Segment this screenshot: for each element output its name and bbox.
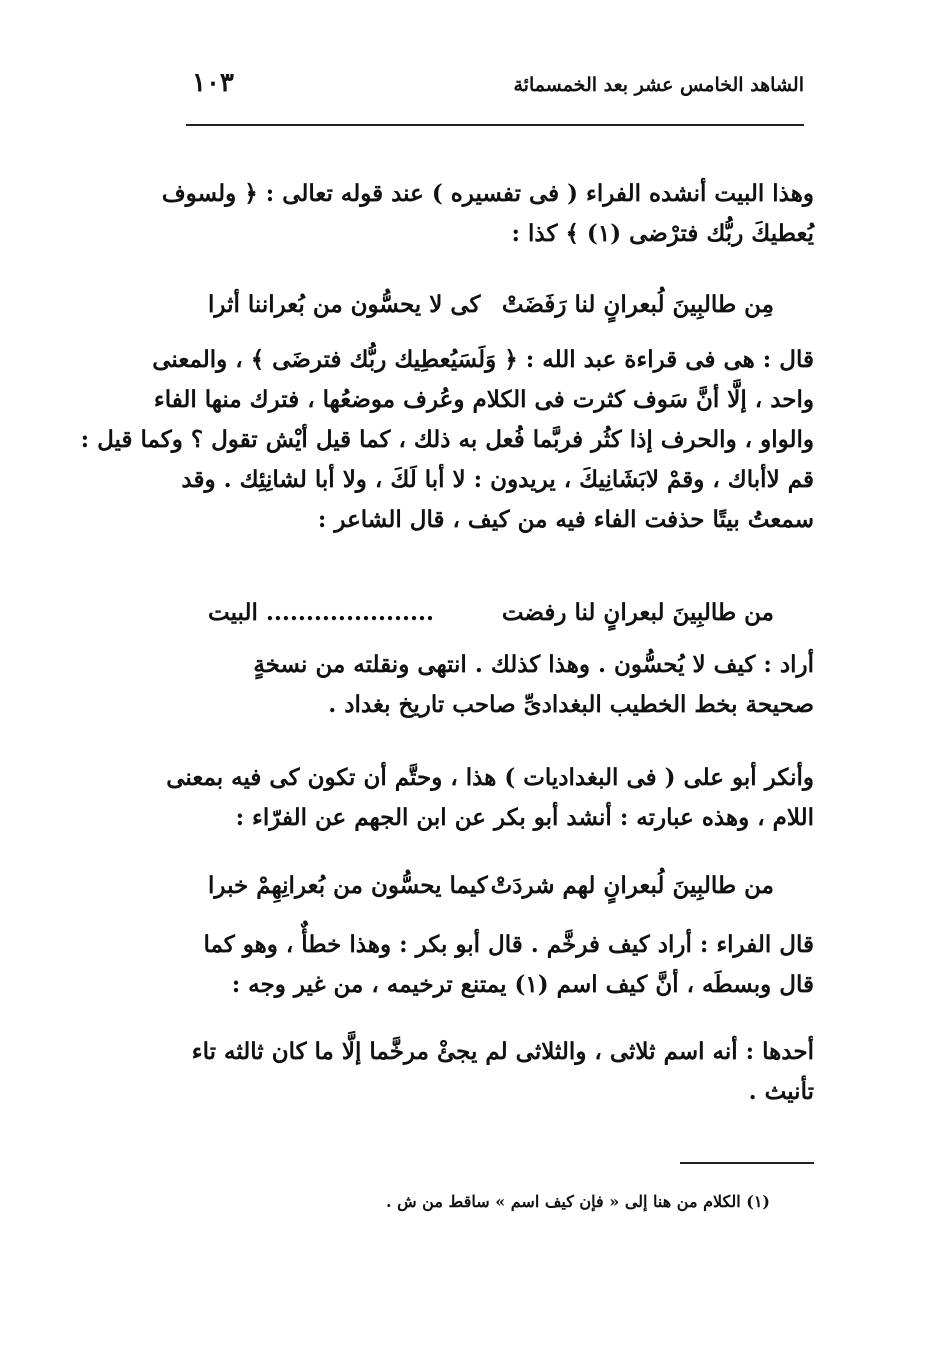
header-rule xyxy=(186,124,804,126)
text-line: أراد : كيف لا يُحسُّون . وهذا كذلك . انتهى ونقلته من نسخةٍ xyxy=(253,651,814,678)
footnote-rule xyxy=(680,1162,814,1164)
verse-first-hemistich: من طالبِينَ لُبعرانٍ لهم شردَتْ xyxy=(490,872,774,899)
verse-1 xyxy=(178,285,814,325)
paragraph-3 xyxy=(178,645,814,725)
paragraph-4 xyxy=(166,758,814,838)
text-line: اللام ، وهذه عبارته : أنشد أبو بكر عن ابن الجهم عن الفرّاء : xyxy=(235,804,814,831)
text-line: يُعطيكَ ربُّك فترْضى (١) ﴾ كذا : xyxy=(511,220,814,247)
text-line: قال الفراء : أراد كيف فرخَّم . قال أبو بكر : وهذا خطأٌ ، وهو كما xyxy=(203,931,814,958)
text-line: والواو ، والحرف إذا كثُر فربَّما فُعل به ذلك ، كما قيل أيْش تقول ؟ وكما قيل : xyxy=(80,426,814,453)
footnote: (١) الكلام من هنا إلى « فإن كيف اسم » ساقط من ش . xyxy=(385,1192,770,1211)
page-number: ١٠٣ xyxy=(192,68,234,98)
text-line: واحد ، إلَّا أنَّ سَوف كثرت فى الكلام وعُرف موضعُها ، فترك منها الفاء xyxy=(153,386,814,413)
verse-second-hemistich: كيما يحسُّون من بُعرانِهِمْ خبرا xyxy=(208,872,488,899)
text-line: قال وبسطَه ، أنَّ كيف اسم (١) يمتنع ترخيمه ، من غير وجه : xyxy=(231,971,814,998)
text-line: صحيحة بخط الخطيب البغدادىِّ صاحب تاريخ بغداد . xyxy=(328,691,814,718)
running-head: الشاهد الخامس عشر بعد الخمسمائة xyxy=(513,74,804,96)
verse-3 xyxy=(178,866,814,906)
text-line: قم لاأباك ، وقمْ لابَشَانِيكَ ، يريدون : لا أبا لَكَ ، ولا أبا لشانِئِك . وقد xyxy=(181,466,814,493)
text-line: أحدها : أنه اسم ثلاثى ، والثلاثى لم يجئْ مرخَّما إلَّا ما كان ثالثه تاء xyxy=(191,1038,814,1065)
verse-first-hemistich: من طالبِينَ لبعرانٍ لنا رفضت xyxy=(501,599,774,626)
page-header xyxy=(186,68,804,108)
paragraph-5 xyxy=(178,925,814,1005)
text-line: قال : هى فى قراءة عبد الله : ﴿ وَلَسَيُعطِيك ربُّك فترضَى ﴾ ، والمعنى xyxy=(152,346,814,373)
paragraph-2 xyxy=(80,340,814,540)
paragraph-6 xyxy=(178,1032,814,1112)
verse-2 xyxy=(178,593,814,633)
paragraph-1 xyxy=(161,174,814,254)
verse-first-hemistich: مِن طالبِينَ لُبعرانٍ لنا رَفَضَتْ xyxy=(501,291,774,318)
verse-second-hemistich: ..................... البيت xyxy=(208,599,435,626)
text-line: سمعتُ بيتًا حذفت الفاء فيه من كيف ، قال الشاعر : xyxy=(317,506,814,533)
text-line: تأنيث . xyxy=(748,1078,814,1105)
verse-second-hemistich: كى لا يحسُّون من بُعراننا أثرا xyxy=(208,291,481,318)
text-line: وأنكر أبو على ( فى البغداديات ) هذا ، وحتَّم أن تكون كى فيه بمعنى xyxy=(166,764,814,791)
text-line: وهذا البيت أنشده الفراء ( فى تفسيره ) عند قوله تعالى : ﴿ ولسوف xyxy=(161,180,814,207)
